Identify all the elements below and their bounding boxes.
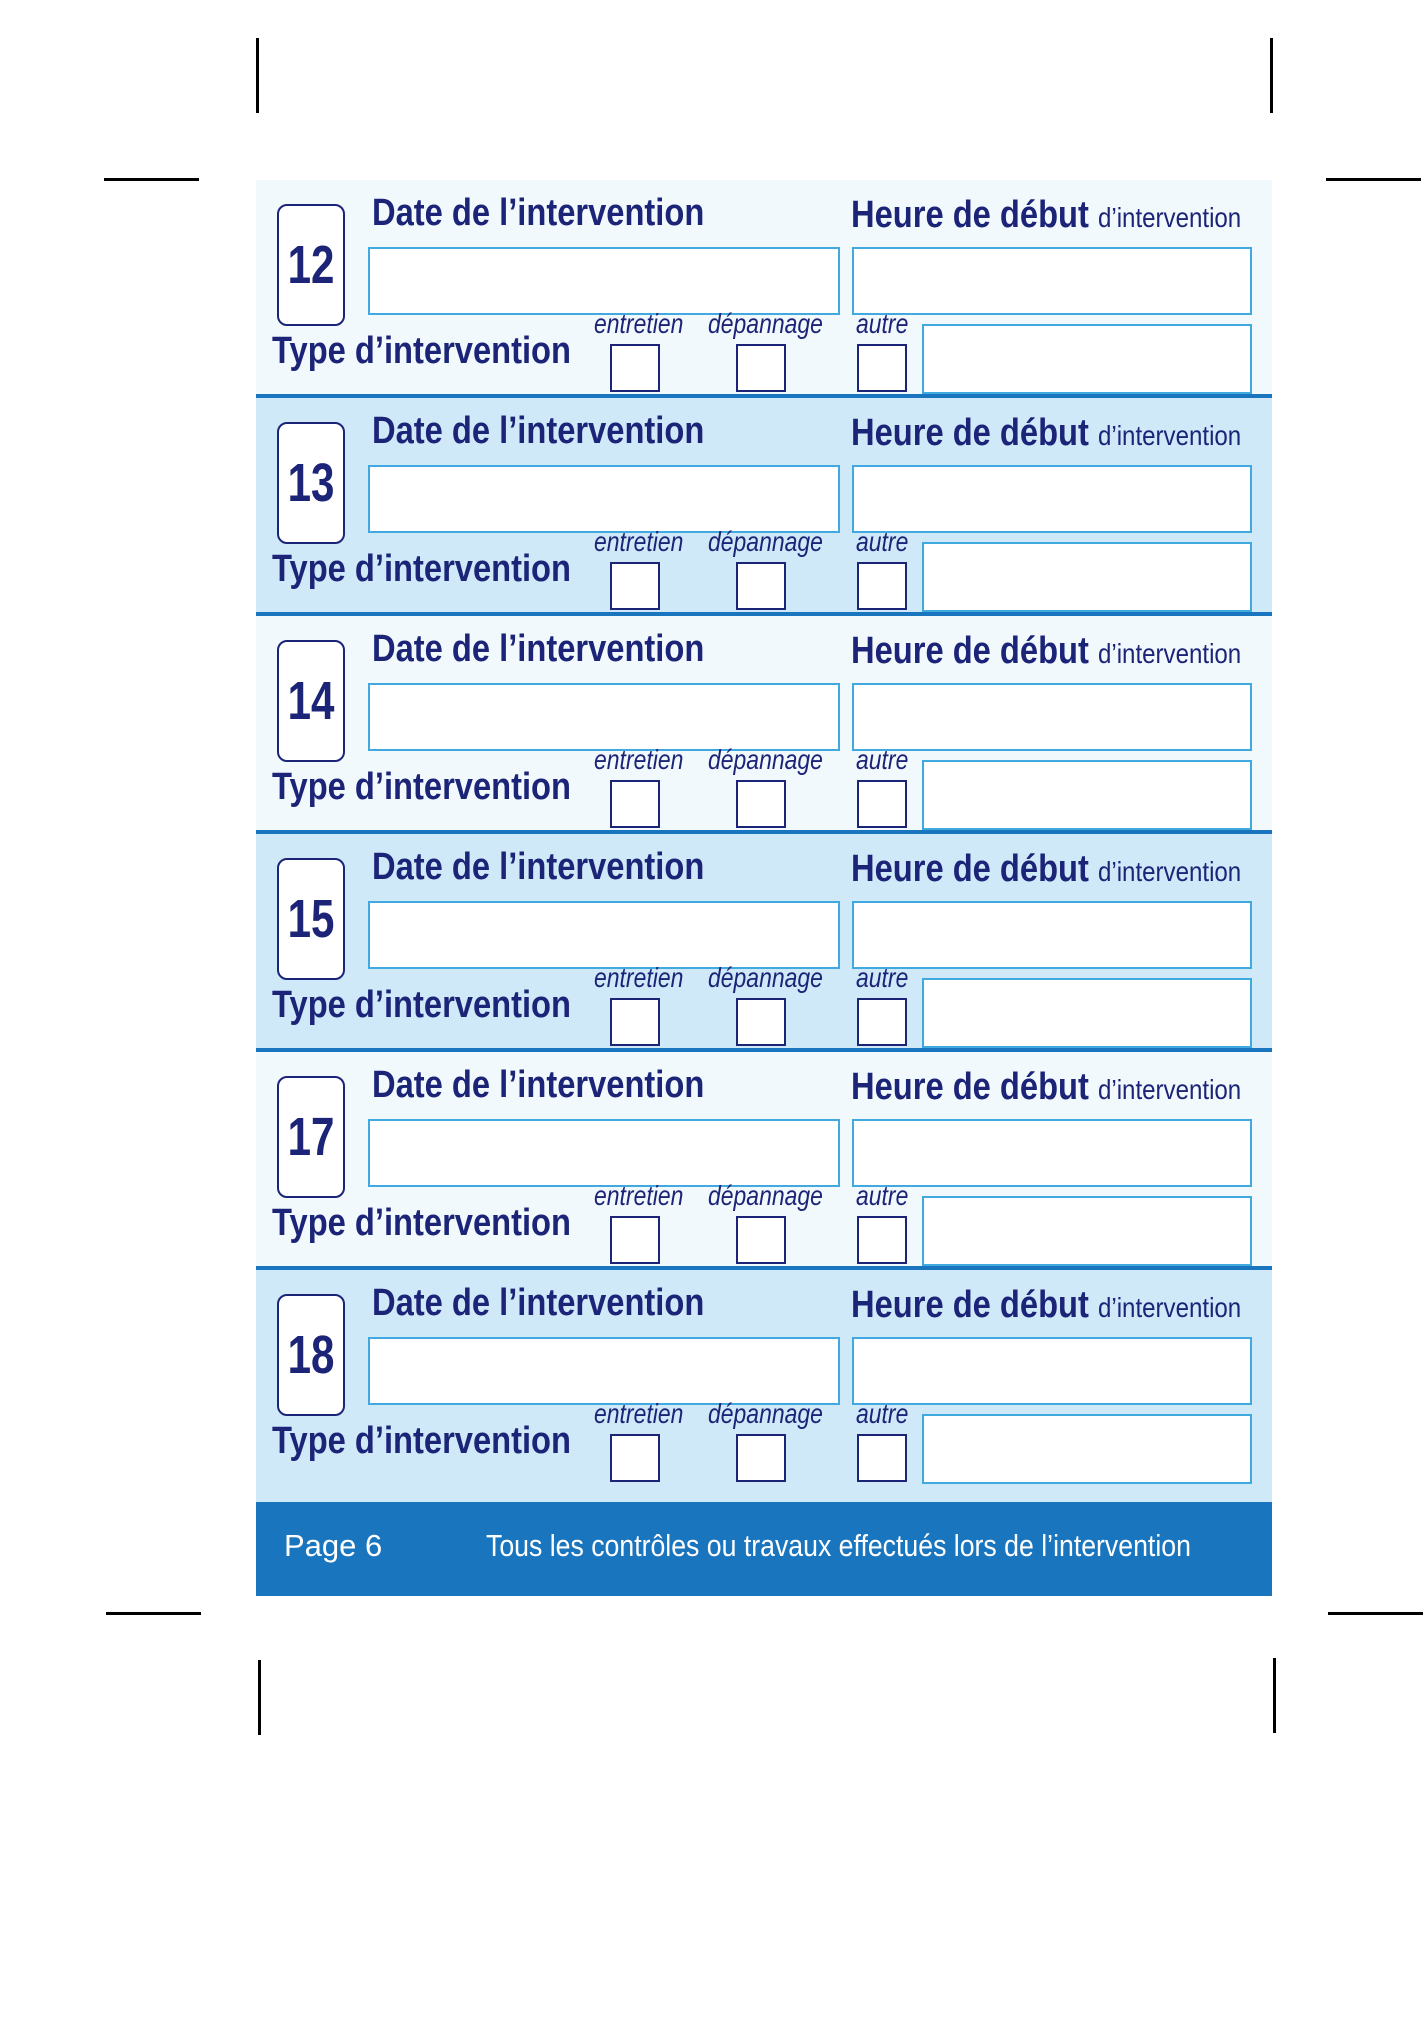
autre-checkbox[interactable]	[857, 1434, 907, 1482]
entretien-checkbox[interactable]	[610, 1434, 660, 1482]
heure-label-main: Heure de début	[851, 412, 1089, 454]
heure-label	[851, 1066, 1241, 1109]
heure-label-suffix: d’intervention	[1097, 1292, 1242, 1323]
date-label: Date de l’intervention	[372, 846, 705, 888]
intervention-number-box	[277, 204, 345, 326]
intervention-section-15	[256, 834, 1272, 1052]
depannage-label: dépannage	[708, 1398, 823, 1429]
intervention-number-box	[277, 422, 345, 544]
heure-field[interactable]	[852, 465, 1252, 533]
intervention-section-13	[256, 398, 1272, 616]
autre-checkbox[interactable]	[857, 562, 907, 610]
heure-field[interactable]	[852, 901, 1252, 969]
autre-label: autre	[856, 962, 909, 993]
heure-label-main: Heure de début	[851, 1066, 1089, 1108]
crop-mark	[256, 38, 259, 113]
heure-label-suffix: d’intervention	[1097, 638, 1242, 669]
entretien-checkbox[interactable]	[610, 1216, 660, 1264]
depannage-checkbox[interactable]	[736, 998, 786, 1046]
depannage-label: dépannage	[708, 962, 823, 993]
depannage-checkbox[interactable]	[736, 562, 786, 610]
intervention-number: 15	[287, 889, 335, 949]
date-label: Date de l’intervention	[372, 628, 705, 670]
depannage-label: dépannage	[708, 308, 823, 339]
heure-field[interactable]	[852, 683, 1252, 751]
date-label: Date de l’intervention	[372, 192, 705, 234]
crop-mark	[1270, 38, 1273, 113]
entretien-checkbox[interactable]	[610, 344, 660, 392]
type-label: Type d’intervention	[272, 766, 571, 808]
depannage-checkbox[interactable]	[736, 1216, 786, 1264]
depannage-checkbox[interactable]	[736, 1434, 786, 1482]
heure-label	[851, 412, 1241, 455]
depannage-label: dépannage	[708, 744, 823, 775]
intervention-sheet	[256, 180, 1272, 1596]
autre-field[interactable]	[922, 760, 1252, 830]
depannage-checkbox[interactable]	[736, 780, 786, 828]
intervention-section-17	[256, 1052, 1272, 1270]
intervention-number: 14	[287, 671, 335, 731]
intervention-section-14	[256, 616, 1272, 834]
crop-mark	[1328, 1612, 1423, 1615]
intervention-number-box	[277, 858, 345, 980]
heure-label	[851, 194, 1241, 237]
depannage-label: dépannage	[708, 1180, 823, 1211]
crop-mark	[1273, 1658, 1276, 1733]
date-field[interactable]	[368, 1119, 840, 1187]
heure-field[interactable]	[852, 247, 1252, 315]
entretien-label: entretien	[594, 1398, 684, 1429]
date-field[interactable]	[368, 901, 840, 969]
autre-label: autre	[856, 308, 909, 339]
autre-checkbox[interactable]	[857, 1216, 907, 1264]
date-field[interactable]	[368, 1337, 840, 1405]
date-field[interactable]	[368, 465, 840, 533]
entretien-checkbox[interactable]	[610, 562, 660, 610]
entretien-label: entretien	[594, 526, 684, 557]
heure-label-main: Heure de début	[851, 848, 1089, 890]
heure-label-main: Heure de début	[851, 194, 1089, 236]
heure-label-main: Heure de début	[851, 630, 1089, 672]
footer-description: Tous les contrôles ou travaux effectués lors de l’intervention	[486, 1528, 1191, 1563]
autre-field[interactable]	[922, 1196, 1252, 1266]
intervention-number: 17	[287, 1107, 335, 1167]
intervention-number: 13	[287, 453, 335, 513]
type-label: Type d’intervention	[272, 330, 571, 372]
crop-mark	[106, 1612, 201, 1615]
intervention-number-box	[277, 640, 345, 762]
intervention-number-box	[277, 1076, 345, 1198]
heure-label	[851, 630, 1241, 673]
intervention-number: 18	[287, 1325, 335, 1385]
heure-label	[851, 848, 1241, 891]
heure-label	[851, 1284, 1241, 1327]
date-field[interactable]	[368, 247, 840, 315]
type-label: Type d’intervention	[272, 548, 571, 590]
entretien-checkbox[interactable]	[610, 780, 660, 828]
autre-field[interactable]	[922, 1414, 1252, 1484]
intervention-number: 12	[287, 235, 335, 295]
autre-label: autre	[856, 1398, 909, 1429]
crop-mark	[104, 178, 199, 181]
crop-mark	[258, 1660, 261, 1735]
intervention-section-18	[256, 1270, 1272, 1502]
autre-field[interactable]	[922, 978, 1252, 1048]
heure-field[interactable]	[852, 1119, 1252, 1187]
autre-field[interactable]	[922, 542, 1252, 612]
page-number: Page 6	[284, 1528, 383, 1563]
depannage-label: dépannage	[708, 526, 823, 557]
type-label: Type d’intervention	[272, 1202, 571, 1244]
type-label: Type d’intervention	[272, 1420, 571, 1462]
date-label: Date de l’intervention	[372, 1282, 705, 1324]
heure-label-suffix: d’intervention	[1097, 856, 1242, 887]
heure-label-main: Heure de début	[851, 1284, 1089, 1326]
type-label: Type d’intervention	[272, 984, 571, 1026]
crop-mark	[1326, 178, 1421, 181]
date-label: Date de l’intervention	[372, 410, 705, 452]
autre-label: autre	[856, 744, 909, 775]
heure-field[interactable]	[852, 1337, 1252, 1405]
heure-label-suffix: d’intervention	[1097, 1074, 1242, 1105]
entretien-label: entretien	[594, 308, 684, 339]
autre-checkbox[interactable]	[857, 344, 907, 392]
autre-field[interactable]	[922, 324, 1252, 394]
heure-label-suffix: d’intervention	[1097, 420, 1242, 451]
intervention-number-box	[277, 1294, 345, 1416]
heure-label-suffix: d’intervention	[1097, 202, 1242, 233]
intervention-section-12	[256, 180, 1272, 398]
entretien-label: entretien	[594, 962, 684, 993]
autre-checkbox[interactable]	[857, 780, 907, 828]
autre-checkbox[interactable]	[857, 998, 907, 1046]
entretien-label: entretien	[594, 1180, 684, 1211]
autre-label: autre	[856, 526, 909, 557]
entretien-checkbox[interactable]	[610, 998, 660, 1046]
date-label: Date de l’intervention	[372, 1064, 705, 1106]
date-field[interactable]	[368, 683, 840, 751]
depannage-checkbox[interactable]	[736, 344, 786, 392]
page-footer	[256, 1502, 1272, 1596]
entretien-label: entretien	[594, 744, 684, 775]
autre-label: autre	[856, 1180, 909, 1211]
